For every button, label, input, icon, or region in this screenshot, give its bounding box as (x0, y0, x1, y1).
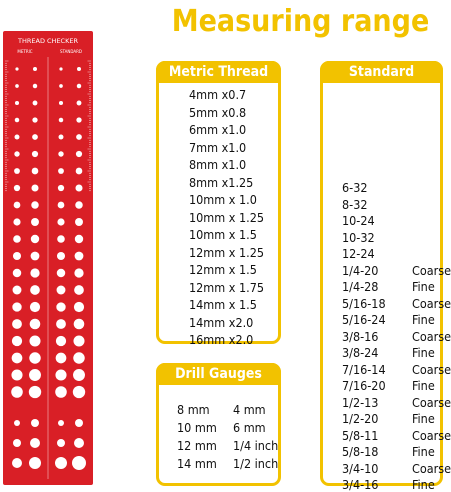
metric-thread-panel (156, 61, 281, 347)
page-title: Measuring range (171, 4, 430, 39)
board-hole (73, 335, 84, 346)
board-hole (75, 235, 83, 243)
board-hole (15, 118, 20, 123)
drill-gauge-metric: 10 mm (177, 420, 217, 435)
board-hole (58, 151, 63, 156)
standard-pitch: Fine (412, 378, 435, 393)
standard-size: 6-32 (342, 180, 368, 195)
metric-thread-item: 14mm x 1.5 (189, 297, 257, 312)
board-hole (58, 420, 64, 426)
board-hole (55, 369, 66, 380)
board-hole (77, 84, 81, 88)
drill-gauge-secondary: 1/2 inch (233, 456, 279, 471)
board-hole (14, 151, 19, 156)
board-hole (30, 268, 39, 277)
board-hole (14, 202, 21, 209)
board-hole (15, 67, 18, 70)
metric-thread-item: 8mm x1.0 (189, 157, 247, 172)
standard-size: 10-24 (342, 213, 375, 228)
board-hole (31, 419, 39, 427)
board-hole (76, 117, 81, 122)
board-hole (30, 438, 40, 448)
standard-pitch: Coarse (412, 460, 451, 476)
board-hole (57, 439, 65, 447)
standard-pitch: Fine (412, 279, 435, 294)
board-hole (57, 252, 65, 260)
board-hole (30, 302, 40, 312)
board-hole (59, 101, 63, 105)
board-hole (12, 319, 22, 329)
board-hole (32, 151, 38, 157)
board-hole (33, 101, 38, 106)
board-hole (73, 369, 85, 381)
board-hole (75, 201, 83, 209)
board-hole (14, 168, 20, 174)
drill-gauge-metric: 12 mm (177, 438, 217, 453)
board-hole (15, 101, 19, 105)
board-hole (13, 235, 21, 243)
board-hole (57, 235, 65, 243)
standard-header: Standard (320, 61, 443, 83)
board-hole (31, 218, 39, 226)
standard-size: 5/16-24 (342, 312, 386, 327)
board-hole (13, 252, 21, 260)
metric-thread-item: 14mm x2.0 (189, 314, 254, 330)
board-hole (74, 319, 85, 330)
standard-size: 1/4-28 (342, 279, 379, 294)
metric-thread-item: 4mm x0.7 (189, 87, 247, 102)
standard-size: 10-32 (342, 229, 375, 245)
board-hole (31, 184, 38, 191)
metric-thread-item: 12mm x 1.75 (189, 279, 265, 295)
standard-size: 3/8-24 (342, 345, 379, 360)
metric-thread-item: 6mm x1.0 (189, 122, 247, 137)
board-hole (32, 134, 38, 140)
standard-size: 5/8-18 (342, 444, 379, 459)
board-hole (56, 336, 66, 346)
board-hole (57, 269, 65, 277)
standard-size: 3/4-16 (342, 477, 379, 492)
standard-size: 5/16-18 (342, 295, 386, 311)
board-hole (55, 386, 67, 398)
standard-pitch: Coarse (412, 328, 451, 344)
standard-size: 1/2-20 (342, 411, 379, 426)
board-hole (73, 352, 84, 363)
board-hole (75, 218, 83, 226)
metric-thread-item: 8mm x1.25 (189, 174, 254, 190)
board-label: THREAD CHECKER (18, 37, 78, 45)
board-hole (76, 151, 82, 157)
board-hole (75, 252, 84, 261)
standard-size: 1/2-13 (342, 394, 379, 410)
board-hole (12, 336, 22, 346)
standard-size: 3/8-16 (342, 328, 379, 344)
metric-thread-item: 10mm x 1.0 (189, 192, 257, 207)
drill-gauges-panel (156, 363, 281, 486)
board-hole (14, 420, 20, 426)
drill-gauge-secondary: 1/4 inch (233, 438, 279, 453)
board-left-tag: METRIC (17, 49, 33, 54)
standard-size: 1/4-20 (342, 262, 379, 278)
board-hole (58, 185, 64, 191)
board-hole (30, 285, 40, 295)
board-hole (76, 134, 82, 140)
standard-pitch: Fine (412, 444, 435, 459)
board-hole (14, 185, 20, 191)
board-hole (29, 457, 41, 469)
board-hole (13, 269, 21, 277)
board-hole (57, 218, 64, 225)
standard-size: 12-24 (342, 246, 375, 261)
metric-thread-item: 12mm x 1.5 (189, 262, 257, 277)
board-drawing (3, 31, 93, 485)
board-hole (57, 286, 66, 295)
board-hole (56, 319, 66, 329)
board-hole (32, 117, 37, 122)
board-hole (31, 252, 40, 261)
standard-size: 7/16-14 (342, 361, 386, 377)
board-hole (12, 353, 23, 364)
board-hole (13, 218, 20, 225)
board-hole (74, 302, 84, 312)
standard-size: 7/16-20 (342, 378, 386, 393)
drill-gauges-header: Drill Gauges (156, 363, 281, 385)
board-hole (73, 386, 85, 398)
board-hole (29, 369, 41, 381)
standard-pitch: Fine (412, 312, 435, 327)
board-hole (13, 439, 21, 447)
board-hole (76, 168, 83, 175)
board-hole (15, 135, 20, 140)
metric-thread-item: 5mm x0.8 (189, 104, 247, 120)
board-hole (55, 457, 67, 469)
board-hole (29, 335, 40, 346)
standard-pitch: Fine (412, 411, 435, 426)
board-hole (74, 438, 84, 448)
metric-thread-header: Metric Thread (156, 61, 281, 83)
metric-thread-item: 7mm x1.0 (189, 139, 247, 155)
standard-pitch: Fine (412, 477, 435, 492)
board-hole (59, 135, 64, 140)
board-hole (56, 353, 67, 364)
board-hole (12, 302, 21, 311)
board-hole (72, 456, 86, 470)
board-hole (58, 168, 64, 174)
board-hole (58, 202, 65, 209)
standard-size: 3/4-10 (342, 460, 379, 476)
metric-thread-item: 16mm x2.0 (189, 332, 254, 347)
standard-pitch: Fine (412, 345, 435, 360)
board-hole (59, 67, 62, 70)
board-hole (74, 268, 83, 277)
metric-thread-item: 12mm x 1.25 (189, 244, 265, 260)
standard-pitch: Coarse (412, 394, 451, 410)
drill-gauge-secondary: 4 mm (233, 402, 266, 417)
board-hole (74, 285, 84, 295)
board-hole (31, 201, 39, 209)
thread-checker-board (3, 31, 93, 485)
board-hole (33, 67, 37, 71)
drill-gauge-metric: 8 mm (177, 402, 210, 417)
board-hole (29, 386, 41, 398)
board-right-tag: STANDARD (59, 49, 83, 54)
board-hole (77, 67, 81, 71)
board-hole (75, 184, 82, 191)
board-hole (75, 419, 83, 427)
metric-thread-item: 10mm x 1.25 (189, 209, 265, 225)
standard-pitch: Coarse (412, 295, 451, 311)
metric-thread-item: 10mm x 1.5 (189, 227, 257, 242)
board-hole (59, 84, 63, 88)
board-hole (29, 352, 40, 363)
board-hole (59, 118, 64, 123)
board-hole (11, 386, 23, 398)
standard-pitch: Coarse (412, 427, 451, 443)
standard-pitch: Coarse (412, 262, 451, 278)
board-hole (15, 84, 19, 88)
board-hole (56, 302, 65, 311)
board-hole (30, 319, 41, 330)
board-hole (77, 101, 82, 106)
board-hole (12, 458, 22, 468)
drill-gauge-metric: 14 mm (177, 456, 217, 471)
standard-pitch: Coarse (412, 361, 451, 377)
standard-size: 5/8-11 (342, 427, 379, 443)
board-hole (32, 168, 39, 175)
board-hole (33, 84, 37, 88)
standard-panel (320, 61, 451, 492)
standard-size: 8-32 (342, 196, 368, 212)
board-hole (13, 286, 22, 295)
drill-gauge-secondary: 6 mm (233, 420, 266, 435)
board-hole (11, 369, 22, 380)
board-hole (31, 235, 39, 243)
